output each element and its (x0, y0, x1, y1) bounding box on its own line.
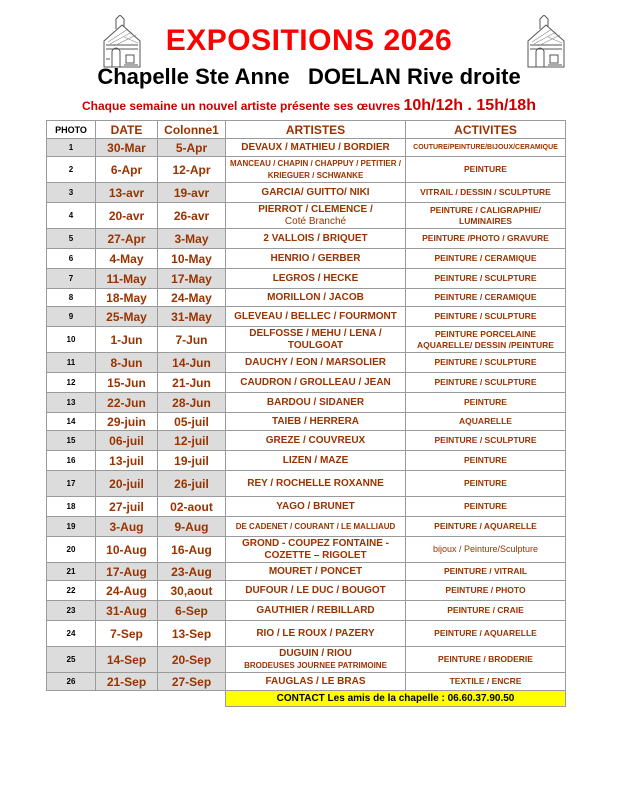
row-number: 14 (47, 413, 96, 431)
end-date: 17-May (158, 269, 226, 289)
end-date: 13-Sep (158, 621, 226, 647)
artist-names: DEVAUX / MATHIEU / BORDIER (226, 139, 406, 157)
end-date: 10-May (158, 249, 226, 269)
start-date: 8-Jun (96, 353, 158, 373)
artist-names: YAGO / BRUNET (226, 497, 406, 517)
activity: PEINTURE / SCULPTURE (406, 431, 566, 451)
start-date: 6-Apr (96, 157, 158, 183)
column-header-date: DATE (96, 121, 158, 139)
row-number: 18 (47, 497, 96, 517)
notice-text: Chaque semaine un nouvel artiste présente ses œuvres (82, 99, 401, 113)
table-row (47, 157, 566, 183)
start-date: 22-Jun (96, 393, 158, 413)
table-row (47, 563, 566, 581)
table-row (47, 451, 566, 471)
artist-names (226, 203, 406, 229)
start-date: 11-May (96, 269, 158, 289)
start-date: 27-Apr (96, 229, 158, 249)
end-date: 3-May (158, 229, 226, 249)
start-date: 21-Sep (96, 673, 158, 691)
artist-names: RIO / LE ROUX / PAZERY (226, 621, 406, 647)
end-date: 19-juil (158, 451, 226, 471)
activity: PEINTURE (406, 497, 566, 517)
end-date: 19-avr (158, 183, 226, 203)
row-number: 19 (47, 517, 96, 537)
row-number: 8 (47, 289, 96, 307)
artist-names: LIZEN / MAZE (226, 451, 406, 471)
end-date: 02-aout (158, 497, 226, 517)
artist-names: DAUCHY / EON / MARSOLIER (226, 353, 406, 373)
row-number: 17 (47, 471, 96, 497)
end-date: 9-Aug (158, 517, 226, 537)
start-date: 14-Sep (96, 647, 158, 673)
table-row (47, 431, 566, 451)
end-date: 31-May (158, 307, 226, 327)
end-date: 6-Sep (158, 601, 226, 621)
row-number: 26 (47, 673, 96, 691)
contact-row (47, 691, 566, 707)
row-number: 15 (47, 431, 96, 451)
end-date: 24-May (158, 289, 226, 307)
exhibition-table (46, 120, 566, 707)
row-number: 21 (47, 563, 96, 581)
activity: PEINTURE / CERAMIQUE (406, 289, 566, 307)
table-row (47, 269, 566, 289)
row-number: 2 (47, 157, 96, 183)
end-date: 27-Sep (158, 673, 226, 691)
artist-names: MOURET / PONCET (226, 563, 406, 581)
row-number: 13 (47, 393, 96, 413)
start-date: 24-Aug (96, 581, 158, 601)
start-date: 30-Mar (96, 139, 158, 157)
end-date: 14-Jun (158, 353, 226, 373)
start-date: 20-juil (96, 471, 158, 497)
table-row (47, 139, 566, 157)
start-date: 4-May (96, 249, 158, 269)
start-date: 15-Jun (96, 373, 158, 393)
activity: PEINTURE / PHOTO (406, 581, 566, 601)
artist-names: FAUGLAS / LE BRAS (226, 673, 406, 691)
end-date: 16-Aug (158, 537, 226, 563)
activity: AQUARELLE (406, 413, 566, 431)
table-row (47, 537, 566, 563)
row-number: 11 (47, 353, 96, 373)
start-date: 20-avr (96, 203, 158, 229)
activity: PEINTURE / CALIGRAPHIE/ LUMINAIRES (406, 203, 566, 229)
activity: PEINTURE (406, 471, 566, 497)
end-date: 12-juil (158, 431, 226, 451)
end-date: 26-juil (158, 471, 226, 497)
row-number: 4 (47, 203, 96, 229)
start-date: 29-juin (96, 413, 158, 431)
activity: PEINTURE / SCULPTURE (406, 353, 566, 373)
start-date: 7-Sep (96, 621, 158, 647)
table-row (47, 621, 566, 647)
end-date: 23-Aug (158, 563, 226, 581)
column-header-activites: ACTIVITES (406, 121, 566, 139)
artist-names: MORILLON / JACOB (226, 289, 406, 307)
start-date: 27-juil (96, 497, 158, 517)
table-row (47, 581, 566, 601)
end-date: 7-Jun (158, 327, 226, 353)
activity: PEINTURE (406, 451, 566, 471)
column-header-artistes: ARTISTES (226, 121, 406, 139)
table-row (47, 289, 566, 307)
activity: PEINTURE (406, 157, 566, 183)
start-date: 31-Aug (96, 601, 158, 621)
activity: PEINTURE / CERAMIQUE (406, 249, 566, 269)
artist-names: 2 VALLOIS / BRIQUET (226, 229, 406, 249)
table-row (47, 393, 566, 413)
activity: PEINTURE / SCULPTURE (406, 307, 566, 327)
end-date: 20-Sep (158, 647, 226, 673)
artist-names (226, 647, 406, 673)
table-row (47, 203, 566, 229)
activity: PEINTURE / BRODERIE (406, 647, 566, 673)
table-row (47, 601, 566, 621)
end-date: 12-Apr (158, 157, 226, 183)
table-row (47, 327, 566, 353)
row-number: 25 (47, 647, 96, 673)
table-row (47, 497, 566, 517)
start-date: 10-Aug (96, 537, 158, 563)
row-number: 5 (47, 229, 96, 249)
end-date: 28-Jun (158, 393, 226, 413)
row-number: 16 (47, 451, 96, 471)
artist-names-main: PIERROT / CLEMENCE / (258, 203, 373, 215)
table-row (47, 229, 566, 249)
opening-hours: 10h/12h . 15h/18h (403, 97, 536, 114)
start-date: 3-Aug (96, 517, 158, 537)
row-number: 10 (47, 327, 96, 353)
artist-names: TAIEB / HERRERA (226, 413, 406, 431)
schedule-notice (0, 96, 618, 116)
table-row (47, 647, 566, 673)
artist-names: DELFOSSE / MEHU / LENA / TOULGOAT (226, 327, 406, 353)
row-number: 24 (47, 621, 96, 647)
start-date: 13-avr (96, 183, 158, 203)
activity: COUTURE/PEINTURE/BIJOUX/CERAMIQUE (406, 139, 566, 157)
column-header-colonne1: Colonne1 (158, 121, 226, 139)
table-row (47, 353, 566, 373)
table-row (47, 249, 566, 269)
end-date: 05-juil (158, 413, 226, 431)
table-row (47, 413, 566, 431)
end-date: 26-avr (158, 203, 226, 229)
artist-names: HENRIO / GERBER (226, 249, 406, 269)
artist-names: MANCEAU / CHAPIN / CHAPPUY / PETITIER / KRIEGUER / SCHWANKE (226, 157, 406, 183)
row-number: 20 (47, 537, 96, 563)
activity: PEINTURE / VITRAIL (406, 563, 566, 581)
artist-names: DUFOUR / LE DUC / BOUGOT (226, 581, 406, 601)
contact-spacer (47, 691, 226, 707)
row-number: 3 (47, 183, 96, 203)
artist-names: GAUTHIER / REBILLARD (226, 601, 406, 621)
table-row (47, 373, 566, 393)
start-date: 06-juil (96, 431, 158, 451)
table-row (47, 183, 566, 203)
end-date: 21-Jun (158, 373, 226, 393)
activity: PEINTURE PORCELAINE AQUARELLE/ DESSIN /PEINTURE (406, 327, 566, 353)
page-title: EXPOSITIONS 2026 (165, 24, 453, 57)
artist-names: GREZE / COUVREUX (226, 431, 406, 451)
artist-names-sub: Coté Branché (284, 215, 347, 227)
activity: PEINTURE /PHOTO / GRAVURE (406, 229, 566, 249)
activity: PEINTURE / SCULPTURE (406, 373, 566, 393)
row-number: 1 (47, 139, 96, 157)
artist-names-main: DUGUIN / RIOU (279, 647, 352, 659)
artist-names: GROND - COUPEZ FONTAINE - COZETTE – RIGOLET (226, 537, 406, 563)
start-date: 13-juil (96, 451, 158, 471)
artist-names: BARDOU / SIDANER (226, 393, 406, 413)
activity: TEXTILE / ENCRE (406, 673, 566, 691)
activity: PEINTURE / SCULPTURE (406, 269, 566, 289)
activity: PEINTURE (406, 393, 566, 413)
artist-names-sub: BRODEUSES JOURNEE PATRIMOINE (244, 660, 387, 670)
table-header-row (47, 121, 566, 139)
artist-names: GLEVEAU / BELLEC / FOURMONT (226, 307, 406, 327)
row-number: 9 (47, 307, 96, 327)
activity: bijoux / Peinture/Sculpture (406, 537, 566, 563)
artist-names: LEGROS / HECKE (226, 269, 406, 289)
row-number: 6 (47, 249, 96, 269)
table-row (47, 673, 566, 691)
start-date: 17-Aug (96, 563, 158, 581)
start-date: 1-Jun (96, 327, 158, 353)
contact-info: CONTACT Les amis de la chapelle : 06.60.37.90.50 (226, 691, 566, 707)
artist-names: GARCIA/ GUITTO/ NIKI (226, 183, 406, 203)
start-date: 25-May (96, 307, 158, 327)
table-row (47, 471, 566, 497)
activity: PEINTURE / AQUARELLE (406, 517, 566, 537)
row-number: 22 (47, 581, 96, 601)
artist-names: REY / ROCHELLE ROXANNE (226, 471, 406, 497)
activity: PEINTURE / CRAIE (406, 601, 566, 621)
row-number: 7 (47, 269, 96, 289)
artist-names: CAUDRON / GROLLEAU / JEAN (226, 373, 406, 393)
table-row (47, 517, 566, 537)
table-row (47, 307, 566, 327)
row-number: 12 (47, 373, 96, 393)
row-number: 23 (47, 601, 96, 621)
end-date: 5-Apr (158, 139, 226, 157)
artist-names: DE CADENET / COURANT / LE MALLIAUD (226, 517, 406, 537)
end-date: 30,aout (158, 581, 226, 601)
page-subtitle: Chapelle Ste Anne DOELAN Rive droite (97, 64, 521, 89)
activity: PEINTURE / AQUARELLE (406, 621, 566, 647)
column-header-photo: PHOTO (47, 121, 96, 139)
activity: VITRAIL / DESSIN / SCULPTURE (406, 183, 566, 203)
start-date: 18-May (96, 289, 158, 307)
